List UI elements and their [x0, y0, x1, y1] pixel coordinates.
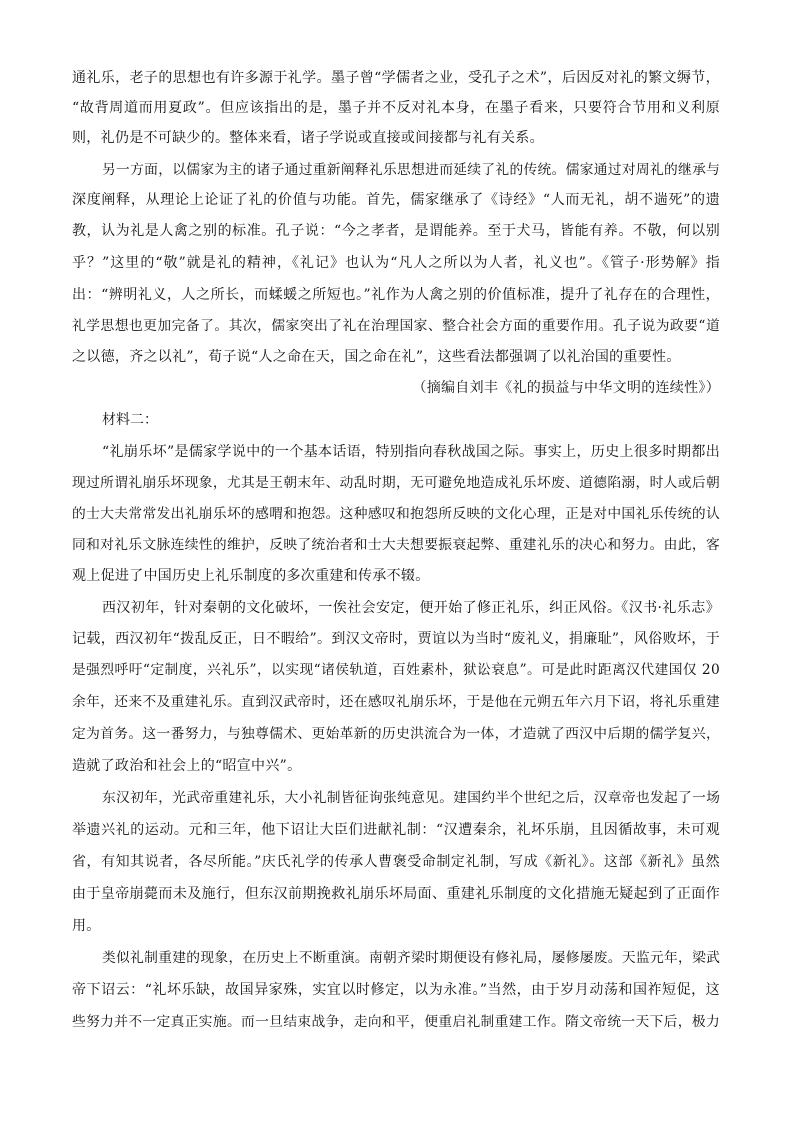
text-line: 举遗兴礼的运动。元和三年，他下诏让大臣们进献礼制：“汉遭秦余，礼坏乐崩，且因循故事，未可观	[72, 822, 720, 838]
text-line: 通礼乐，老子的思想也有许多源于礼学。墨子曾“学儒者之业，受孔子之术”，后因反对礼的繁文缛节，	[72, 70, 720, 86]
text-line: 些努力并不一定真正实施。而一旦结束战争，走向和平，便重启礼制重建工作。隋文帝统一天下后，极力	[72, 1014, 720, 1030]
text-line: 深度阐释，从理论上论证了礼的价值与功能。首先，儒家继承了《诗经》“人而无礼，胡不遄死”的遗	[72, 192, 720, 208]
text-line: 由于皇帝崩薨而未及施行，但东汉前期挽救礼崩乐坏局面、重建礼乐制度的文化措施无疑起到了正面作	[72, 886, 720, 902]
text-line: 观上促进了中国历史上礼乐制度的多次重建和传承不辍。	[72, 568, 430, 584]
text-line: 另一方面，以儒家为主的诸子通过重新阐释礼乐思想进而延续了礼的传统。儒家通过对周礼的继承与	[102, 162, 721, 178]
text-line: 礼学思想也更加完备了。其次，儒家突出了礼在治理国家、整合社会方面的重要作用。孔子说为政要“道	[72, 318, 720, 334]
text-line: “故背周道而用夏政”。但应该指出的是，墨子并不反对礼本身，在墨子看来，只要符合节用和义利原	[72, 100, 720, 116]
text-line: 东汉初年，光武帝重建礼乐，大小礼制皆征询张纯意见。建国约半个世纪之后，汉章帝也发起了一场	[102, 790, 721, 806]
text-line: 的士大夫常常发出礼崩乐坏的感喟和抱怨。这种感叹和抱怨所反映的文化心理，正是对中国礼乐传统的认	[72, 506, 720, 522]
section-heading: 材料二：	[102, 412, 158, 428]
text-line: 余年，还来不及重建礼乐。直到汉武帝时，还在感叹礼崩乐坏，于是他在元朔五年六月下诏，将礼乐重建	[72, 694, 720, 710]
text-line: 则，礼仍是不可缺少的。整体来看，诸子学说或直接或间接都与礼有关系。	[72, 130, 544, 146]
text-line: 用。	[72, 918, 101, 934]
text-line: “礼崩乐坏”是儒家学说中的一个基本话语，特别指向春秋战国之际。事实上，历史上很多时期都出	[102, 444, 720, 460]
text-line: 类似礼制重建的现象，在历史上不断重演。南朝齐梁时期便设有修礼局，屡修屡废。天监元年，梁武	[102, 950, 721, 966]
text-line: 记载，西汉初年“拨乱反正，日不暇给”。到汉文帝时，贾谊以为当时“废礼义，捐廉耻”，风俗败坏，于	[72, 631, 720, 647]
source-citation: （摘编自刘丰《礼的损益与中华文明的连续性》）	[412, 380, 720, 396]
text-line: 定为首务。这一番努力，与独尊儒术、更始革新的历史洪流合为一体，才造就了西汉中后期的儒学复兴，	[72, 726, 720, 742]
text-line: 之以德，齐之以礼”，荀子说“人之命在天，国之命在礼”，这些看法都强调了以礼治国的重要性。	[72, 349, 681, 365]
text-line: 乎？”这里的“敬”就是礼的精神，《礼记》也认为“凡人之所以为人者，礼义也”。《管子·形势解》指	[72, 255, 720, 271]
text-line: 教，认为礼是人禽之别的标准。孔子说：“今之孝者，是谓能养。至于犬马，皆能有养。不敬，何以别	[72, 223, 720, 239]
text-line: 出：“辨明礼义，人之所长，而蝚蝯之所短也。”礼作为人禽之别的价值标准，提升了礼存在的合理性，	[72, 287, 720, 303]
text-line: 同和对礼乐文脉连续性的维护，反映了统治者和士大夫想要振衰起弊、重建礼乐的决心和努力。由此，客	[72, 537, 720, 553]
text-line: 现过所谓礼崩乐坏现象，尤其是王朝末年、动乱时期，无可避免地造成礼乐坏废、道德陷溺，时人或后朝	[72, 475, 720, 491]
text-line: 西汉初年，针对秦朝的文化破坏，一俟社会安定，便开始了修正礼乐，纠正风俗。《汉书·礼乐志》	[102, 600, 720, 616]
text-line: 是强烈呼吁“定制度，兴礼乐”，以实现“诸侯轨道，百姓素朴，狱讼衰息”。可是此时距离汉代建国仅 20	[72, 662, 720, 678]
text-line: 帝下诏云：“礼坏乐缺，故国异家殊，实宜以时修定，以为永准。”当然，由于岁月动荡和国祚短促，这	[72, 982, 720, 998]
text-line: 造就了政治和社会上的“昭宣中兴”。	[72, 758, 302, 774]
text-line: 省，有知其说者，各尽所能。”庆氏礼学的传承人曹褒受命制定礼制，写成《新礼》。这部《新礼》虽然	[72, 854, 720, 870]
